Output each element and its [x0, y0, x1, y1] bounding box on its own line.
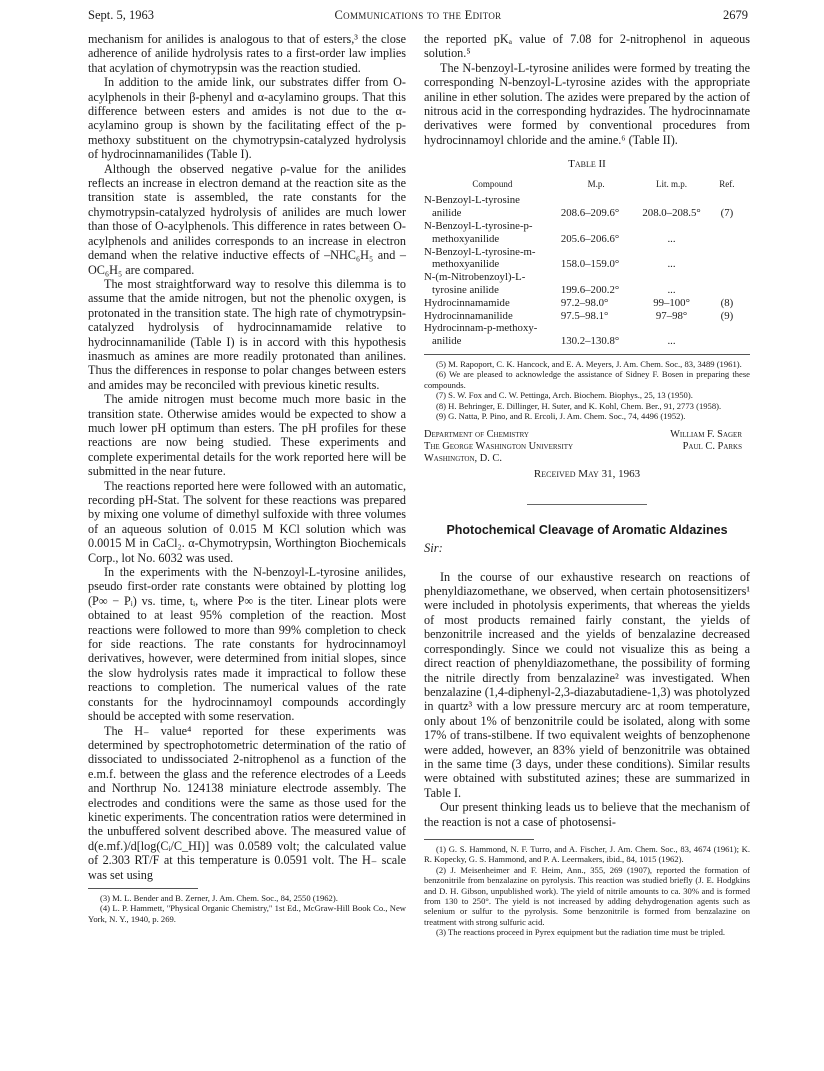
footnote-rule: [424, 354, 750, 355]
table-header-row: [424, 176, 742, 195]
received-date: Received May 31, 1963: [533, 468, 641, 481]
footnote: (8) H. Behringer, E. Dillinger, H. Suter, and K. Kohl, Chem. Ber., 91, 2773 (1958).: [436, 400, 722, 411]
paragraph: In addition to the amide link, our substrates differ from O-acylphenols in their β-phenyl and α-acylamino groups. That this difference between esters and amides is not due to the α-acylamino group is shown by the facilitating effect of the p-methoxy substituent on the chymotrypsin-catalyzed hydrolysis of hydrocinnamanilides (Table I).: [88, 75, 406, 162]
melting-point-table: [424, 176, 742, 348]
table-cell-compound: methoxyanilide: [432, 232, 500, 245]
affiliation-line: Washington, D. C.: [424, 453, 502, 465]
table-row: [424, 310, 742, 323]
article-divider: [527, 504, 647, 505]
table-cell-mp: 208.6–209.6°: [560, 207, 620, 220]
table-row: [424, 233, 742, 246]
footnote: (3) The reactions proceed in Pyrex equipment but the radiation time must be tripled.: [436, 927, 726, 938]
table-cell-ref: [712, 258, 742, 271]
paragraph: In the experiments with the N-benzoyl-L-tyrosine anilides, pseudo first-order rate constants were obtained by plotting log (P∞ − Pᵢ) vs. time, tᵢ, where P∞ is the titer. Linear plots were obtained to at least 95% completion of the reaction. Most reactions were followed to more than 99% completion to check for side reactions. The rate constants for hydrocinnamoyl derivatives, however, were determined from initial slopes, since the slow hydrolysis rates made it impractical to follow these reactions to completion. The numerical values of the rate constants for the hydrocinnamoyl compounds accordingly should be accepted with some reservation.: [88, 565, 406, 724]
header-journal: Communications to the Editor: [334, 8, 502, 22]
table-cell-lit: ...: [667, 335, 676, 348]
signature-block: [424, 429, 750, 467]
table-cell-compound: N-Benzoyl-L-tyrosine: [424, 194, 520, 207]
table-cell-lit: 97–98°: [655, 309, 688, 322]
paragraph: The N-benzoyl-L-tyrosine anilides were formed by treating the corresponding N-benzoyl-L-tyrosine azides with the appropriate aniline in ether solution. The azides were prepared by the action of nitrous acid in the corresponding hydrazides. The hydrocinnamate derivatives were formed by conventional procedures from hydrocinnamoyl chloride and the amine.⁶ (Table II).: [424, 60, 750, 147]
table-row: [424, 246, 742, 259]
paragraph: The amide nitrogen must become much more basic in the transition state. Otherwise amides would be expected to show a much lower pH optimum than esters. The pH profiles for these reactions are now being studied. These experiments and complete experimental details for the work reported here will be submitted in the near future.: [88, 392, 406, 479]
paragraph: Our present thinking leads us to believe that the mechanism of the reaction is not a case of photosensi-: [424, 800, 750, 829]
table-cell-compound: methoxyanilide: [432, 258, 500, 271]
table-cell-mp: 158.0–159.0°: [560, 258, 620, 271]
table-cell-mp: 205.6–206.6°: [560, 232, 620, 245]
article-title: Photochemical Cleavage of Aromatic Aldazines: [446, 522, 728, 537]
table-cell-compound: anilide: [432, 335, 462, 348]
table-header: M.p.: [587, 178, 605, 189]
table-cell-compound: Hydrocinnamamide: [424, 296, 510, 309]
table-cell-lit: 208.0–208.5°: [642, 207, 701, 220]
table-cell-ref: (9): [720, 309, 734, 322]
table-cell-mp: 97.2–98.0°: [560, 296, 609, 309]
footnote: (7) S. W. Fox and C. W. Pettinga, Arch. Biochem. Biophys., 25, 13 (1950).: [436, 390, 693, 401]
header-page-number: 2679: [723, 8, 748, 22]
table-cell-ref: [712, 335, 742, 348]
table-header: Compound: [472, 178, 513, 189]
table-row: [424, 322, 742, 335]
paragraph: In the course of our exhaustive research on reactions of phenyldiazomethane, we observed, when certain photosensitizers¹ were included in photolysis experiments, that whereas the yields of most products remained fairly constant, the yields of benzonitrile increased and the yields of benzalazine decreased correspondingly. Since we could not visualize this as being a direct reaction of phenyldiazomethane, the possibility of forming the nitrile directly from benzalazine² was investigated. When benzalazine (1,4-diphenyl-2,3-diazabutadiene-1,3) was photolyzed in quartz³ with a low pressure mercury arc at room temperature, only about 1% of benzonitrile could be isolated, along with some 17% of trans-stilbene. If two equivalent weights of benzophenone were added, however, an 83% yield of benzonitrile was obtained in the same time (3 days, under these conditions). Similar results were obtained with substituted azines; these are summarized in Table I.: [424, 569, 750, 800]
table-cell-compound: N-Benzoyl-L-tyrosine-m-: [424, 245, 536, 258]
authors: [670, 429, 742, 453]
table-row: [424, 220, 742, 233]
table-cell-compound: N-Benzoyl-L-tyrosine-p-: [424, 220, 533, 233]
footnote-rule: [88, 888, 198, 889]
footnote: (6) We are pleased to acknowledge the assistance of Sidney F. Bosen in preparing these compounds.: [424, 369, 750, 390]
table-cell-compound: Hydrocinnam-p-methoxy-: [424, 322, 538, 335]
page-header: [88, 8, 748, 24]
right-column: [424, 32, 750, 938]
affiliation-line: The George Washington University: [424, 441, 574, 453]
table-header: Ref.: [719, 178, 735, 189]
table-row: [424, 335, 742, 348]
table-cell-lit: ...: [667, 258, 676, 271]
paragraph: mechanism for anilides is analogous to that of esters,³ the close adherence of anilide hydrolysis rates to a first-order law implies that acylation of chymotrypsin was the reaction studied.: [88, 32, 406, 75]
paragraph: The H₋ value⁴ reported for these experiments was determined by spectrophotometric determination of the ratio of dissociated to undissociated 2-nitrophenol as a function of the e.m.f. between the glass and the reference electrodes of a Leeds and Northrup No. 124138 miniature electrode assembly. The electrodes and conditions were the same as those used for the kinetic experiments. The concentration ratios were determined in the unbuffered solvent described above. The measured value of d(e.mf.)/d[log(Cᵢ/C_HI)] was 0.0589 volt; the calculated value of 2.303 RT/F at this temperature is 0.0591 volt. The H₋ scale was set using: [88, 723, 406, 882]
table-cell-lit: 99–100°: [653, 296, 690, 309]
table-cell-compound: anilide: [432, 207, 462, 220]
header-date: Sept. 5, 1963: [88, 8, 154, 22]
footnote-rule: [424, 839, 534, 840]
table-cell-ref: (8): [720, 296, 734, 309]
footnote: (2) J. Meisenheimer and F. Heim, Ann., 355, 269 (1907), reported the formation of benzonitrile from benzalazine on pyrolysis. This reaction was studied briefly (J. E. Hodgkins and D. H. Gibson, unpublished work). The yield of nitrile amounts to ca. 30% and is formed from 130 to 250°. The yield is not increased by adding dehydrogenation agents such as selenium or sulfur to the pyrolysis. Some benzonitrile is formed from benzalazine on treatment with strong sulfuric acid.: [424, 864, 750, 927]
footnote: (3) M. L. Bender and B. Zerner, J. Am. Chem. Soc., 84, 2550 (1962).: [100, 892, 338, 903]
table-cell-mp: 97.5–98.1°: [560, 309, 609, 322]
paragraph: the reported pKₐ value of 7.08 for 2-nitrophenol in aqueous solution.⁵: [424, 32, 750, 61]
author-name: William F. Sager: [670, 429, 742, 441]
footnote: (4) L. P. Hammett, "Physical Organic Chemistry," 1st Ed., McGraw-Hill Book Co., New York, N. Y., 1940, p. 269.: [88, 903, 406, 924]
table-cell-compound: tyrosine anilide: [432, 284, 499, 297]
table-cell-mp: 199.6–200.2°: [560, 284, 620, 297]
paragraph: The most straightforward way to resolve this dilemma is to assume that the amide nitrogen, but not the phenolic oxygen, is protonated in the transition state. The high rate of chymotrypsin-catalyzed hydrolysis of hydrocinnamamide relative to hydrocinnamanilide (Table I) is in accord with this hypothesis inasmuch as amines are more readily protonated than anilines. Thus the differences in response to polar changes between esters and amides may be reconciled with previous kinetic results.: [88, 276, 406, 392]
paragraph: The reactions reported here were followed with an automatic, recording pH-Stat. The solvent for these reactions was prepared by mixing one volume of dimethyl sulfoxide with three volumes of an aqueous solution of 0.015 M KCl solution which was 0.0015 M in CaCl₂. α-Chymotrypsin, Worthington Biochemicals Corp., lot No. 6032 was used.: [88, 478, 406, 565]
table-row: [424, 258, 742, 271]
table-header: Lit. m.p.: [656, 178, 688, 189]
author-name: Paul C. Parks: [682, 441, 742, 453]
paragraph: Although the observed negative ρ-value for the anilides reflects an increase in electron demand at the reaction site as the transition state is assembled, the rate constants for the chymotrypsin-catalyzed hydrolysis of anilides are much lower than those of O-acylphenols. This difference in rates between O-acylphenols and anilides corresponds to an increase in electron demand when the relative inductive effects of –NHC₆H₅ and –OC₆H₅ are compared.: [88, 161, 406, 277]
table-cell-compound: Hydrocinnamanilide: [424, 309, 513, 322]
left-column: [88, 32, 406, 924]
affiliation: [424, 429, 573, 465]
table-row: [424, 297, 742, 310]
table-cell-lit: ...: [667, 284, 676, 297]
table-row: [424, 271, 742, 284]
table-caption: Table II: [568, 158, 606, 171]
table-cell-lit: ...: [667, 232, 676, 245]
table-cell-ref: [712, 233, 742, 246]
footnote: (5) M. Rapoport, C. K. Hancock, and E. A. Meyers, J. Am. Chem. Soc., 83, 3489 (1961).: [436, 359, 742, 370]
affiliation-line: Department of Chemistry: [424, 429, 529, 441]
salutation: Sir:: [424, 541, 443, 556]
table-cell-ref: [712, 284, 742, 297]
footnote: (9) G. Natta, P. Pino, and R. Ercoli, J. Am. Chem. Soc., 74, 4496 (1952).: [436, 411, 686, 422]
table-cell-ref: (7): [720, 207, 734, 220]
table-row: [424, 284, 742, 297]
footnote: (1) G. S. Hammond, N. F. Turro, and A. Fischer, J. Am. Chem. Soc., 83, 4674 (1961); K. R. Kopecky, G. S. Hammond, and P. A. Leermakers, ibid., 84, 1015 (1962).: [424, 843, 750, 865]
table-row: [424, 194, 742, 207]
table-cell-mp: 130.2–130.8°: [560, 335, 620, 348]
table-cell-compound: N-(m-Nitrobenzoyl)-L-: [424, 271, 526, 284]
table-row: [424, 207, 742, 220]
